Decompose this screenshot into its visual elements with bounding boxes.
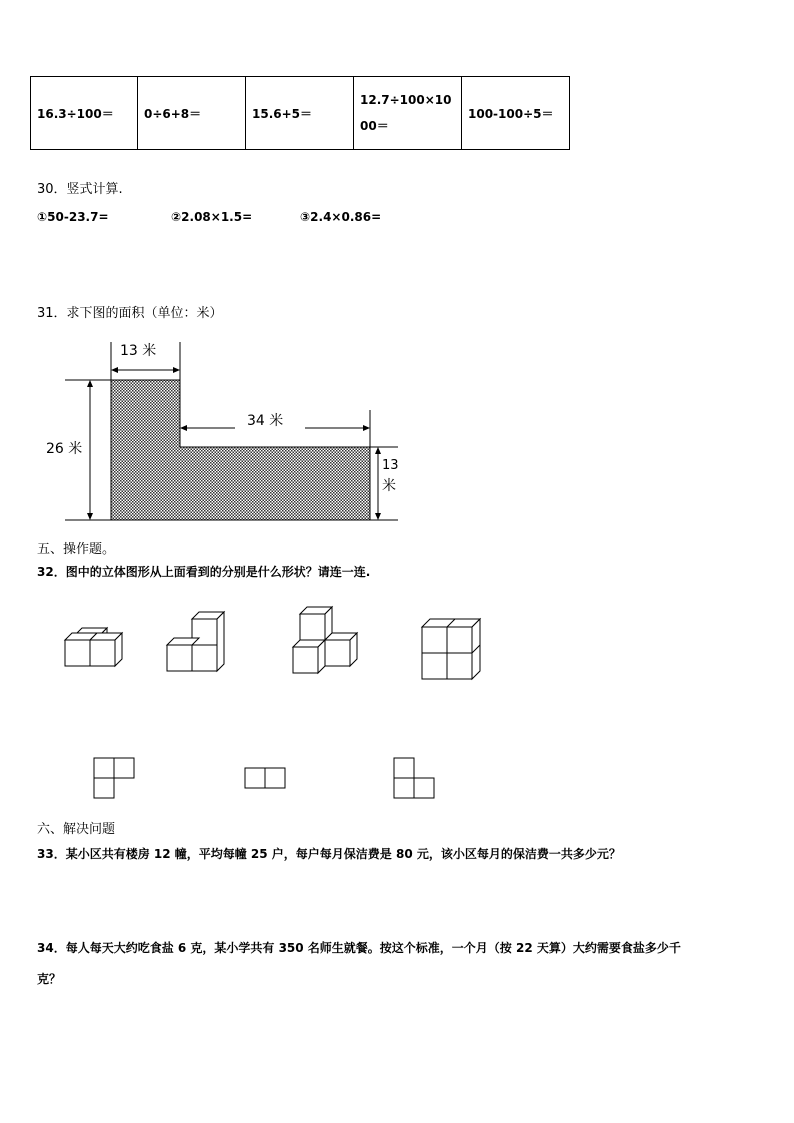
label-right-height-unit: 米 [382, 478, 396, 494]
table-cell-5: 100-100÷5＝ [462, 77, 570, 150]
q32-title: 32．图中的立体图形从上面看到的分别是什么形状？请连一连. [37, 565, 371, 579]
table-cell-4-text: 12.7÷100×1000＝ [360, 93, 452, 133]
area-figure [0, 330, 420, 530]
section6-title: 六、解决问题 [37, 822, 116, 837]
table-row [31, 77, 570, 150]
label-left-height: 26 米 [46, 441, 83, 457]
table-cell-4 [354, 77, 462, 150]
table-cell-2: 0÷6+8＝ [138, 77, 246, 150]
l-shape-region [111, 380, 370, 520]
solid-2 [167, 612, 224, 671]
q34-line2: 克？ [37, 972, 62, 986]
q31-title: 31．求下图的面积（单位：米） [37, 306, 223, 321]
q30-title: 30．竖式计算. [37, 182, 123, 197]
solid-3 [293, 607, 357, 673]
solids-and-views-figure [0, 595, 520, 815]
q30-item-2: ②2.08×1.5= [171, 210, 253, 224]
label-middle-width: 34 米 [247, 413, 284, 429]
top-view-3 [394, 758, 434, 798]
table-cell-1: 16.3÷100＝ [31, 77, 138, 150]
solid-1 [65, 628, 122, 666]
table-cell-3: 15.6+5＝ [246, 77, 354, 150]
q30-item-1: ①50-23.7= [37, 210, 109, 224]
top-view-2 [245, 768, 285, 788]
calculation-table [30, 76, 570, 150]
label-top-width: 13 米 [120, 343, 157, 359]
q33-text: 33．某小区共有楼房 12 幢，平均每幢 25 户，每户每月保洁费是 80 元，该小区每月的保洁费一共多少元？ [37, 847, 621, 861]
solid-4 [422, 619, 480, 679]
q30-item-3: ③2.4×0.86= [300, 210, 382, 224]
label-right-height-value: 13 [382, 458, 399, 473]
section5-title: 五、操作题。 [37, 542, 116, 557]
top-view-1 [94, 758, 134, 798]
q34-line1: 34．每人每天大约吃食盐 6 克，某小学共有 350 名师生就餐。按这个标准，一个月（按 22 天算）大约需要食盐多少千 [37, 941, 681, 955]
